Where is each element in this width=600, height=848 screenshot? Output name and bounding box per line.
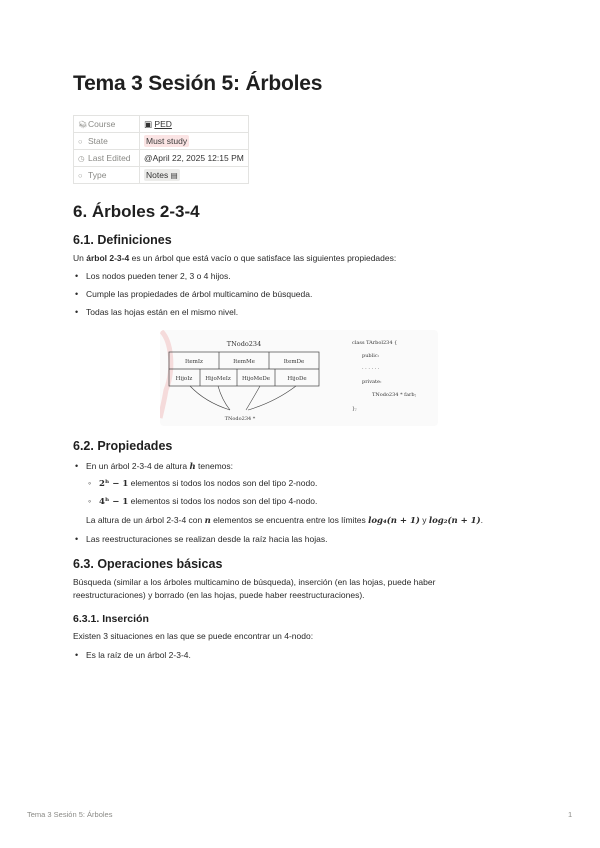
code-line: public: bbox=[362, 353, 380, 359]
list-item: • Las reestructuraciones se realizan desde la raíz hacia las hojas. bbox=[73, 533, 327, 551]
property-row-last-edited: ◷ Last Edited @April 22, 2025 12:15 PM bbox=[74, 150, 249, 167]
list-item: • En un árbol 2-3-4 de altura h tenemos: bbox=[73, 460, 233, 478]
last-edited-value: @April 22, 2025 12:15 PM bbox=[140, 150, 249, 167]
diagram-child-label: TNodo234 * bbox=[224, 416, 256, 422]
property-row-course[interactable]: 📚︎Course ▣ PED bbox=[74, 116, 249, 133]
heading-insercion: 6.3.1. Inserción bbox=[73, 613, 149, 625]
insertion-paragraph: Existen 3 situaciones en las que se puede encontrar un 4-nodo: bbox=[73, 631, 314, 641]
diagram-child-3: HijoMeDe bbox=[241, 376, 271, 382]
diagram-key-2: ItemMe bbox=[233, 359, 255, 365]
footer-page-number: 1 bbox=[568, 810, 573, 819]
list-item: ◦ 2ʰ − 1 elementos si todos los nodos son del tipo 2-nodo. bbox=[86, 477, 317, 495]
tnodo234-diagram-image bbox=[160, 330, 438, 426]
diagram-child-1: HijoIz bbox=[175, 376, 193, 382]
properties-list-2 bbox=[73, 533, 327, 551]
properties-table bbox=[73, 115, 249, 184]
heading-propiedades: 6.2. Propiedades bbox=[73, 439, 173, 453]
diagram-title: TNodo234 bbox=[226, 340, 262, 348]
operations-paragraph: Búsqueda (similar a los árboles multicamino de búsqueda), inserción (en las hojas, puede haber reestructuraciones) y borrado (en las hojas, puede haber reestructuraciones). bbox=[73, 577, 436, 600]
list-item: • Es la raíz de un árbol 2-3-4. bbox=[73, 649, 191, 667]
heading-definiciones: 6.1. Definiciones bbox=[73, 233, 172, 247]
code-line: private: bbox=[362, 379, 382, 385]
book-stack-icon: ▣ bbox=[144, 118, 153, 129]
page-title: Tema 3 Sesión 5: Árboles bbox=[73, 72, 323, 95]
type-tag[interactable]: Notes ▤ bbox=[146, 170, 178, 180]
select-icon: ○ bbox=[78, 171, 83, 180]
height-limits-text: La altura de un árbol 2-3-4 con n elementos se encuentra entre los límites log₄(n + 1) y log₂(n + 1). bbox=[86, 515, 483, 526]
section-heading-6: 6. Árboles 2-3-4 bbox=[73, 202, 200, 221]
list-item: ◦ 4ʰ − 1 elementos si todos los nodos son del tipo 4-nodo. bbox=[86, 495, 317, 513]
property-row-state[interactable]: ○ State Must study bbox=[74, 133, 249, 150]
list-item: • Cumple las propiedades de árbol multicamino de búsqueda. bbox=[73, 288, 312, 306]
status-icon: ○ bbox=[78, 137, 83, 146]
code-line: · · · · · · bbox=[362, 366, 380, 372]
diagram-key-1: ItemIz bbox=[185, 359, 203, 365]
definition-list bbox=[73, 270, 312, 324]
diagram-child-2: HijoMeIz bbox=[205, 376, 231, 382]
list-item: • Todas las hojas están en el mismo nivel. bbox=[73, 306, 312, 324]
list-item: • Los nodos pueden tener 2, 3 o 4 hijos. bbox=[73, 270, 312, 288]
code-line: }; bbox=[352, 406, 357, 412]
clock-icon: ◷ bbox=[78, 154, 85, 163]
insertion-list bbox=[73, 649, 191, 667]
course-link[interactable]: PED bbox=[154, 118, 172, 129]
properties-list bbox=[73, 460, 233, 478]
diagram-key-3: ItemDe bbox=[283, 359, 305, 365]
code-line: TNodo234 * farb; bbox=[372, 392, 417, 398]
code-line: class TArbol234 { bbox=[352, 340, 398, 346]
property-row-type[interactable]: ○ Type Notes ▤ bbox=[74, 167, 249, 184]
heading-operaciones: 6.3. Operaciones básicas bbox=[73, 557, 223, 571]
footer-title: Tema 3 Sesión 5: Árboles bbox=[27, 810, 113, 819]
notes-icon: ▤ bbox=[170, 171, 178, 180]
diagram-child-4: HijoDe bbox=[287, 376, 307, 382]
state-tag[interactable]: Must study bbox=[146, 136, 188, 146]
properties-sublist bbox=[86, 477, 317, 513]
definition-paragraph: Un árbol 2-3-4 es un árbol que está vacío o que satisface las siguientes propiedades: bbox=[73, 253, 397, 263]
book-icon: 📚︎ bbox=[78, 120, 88, 129]
